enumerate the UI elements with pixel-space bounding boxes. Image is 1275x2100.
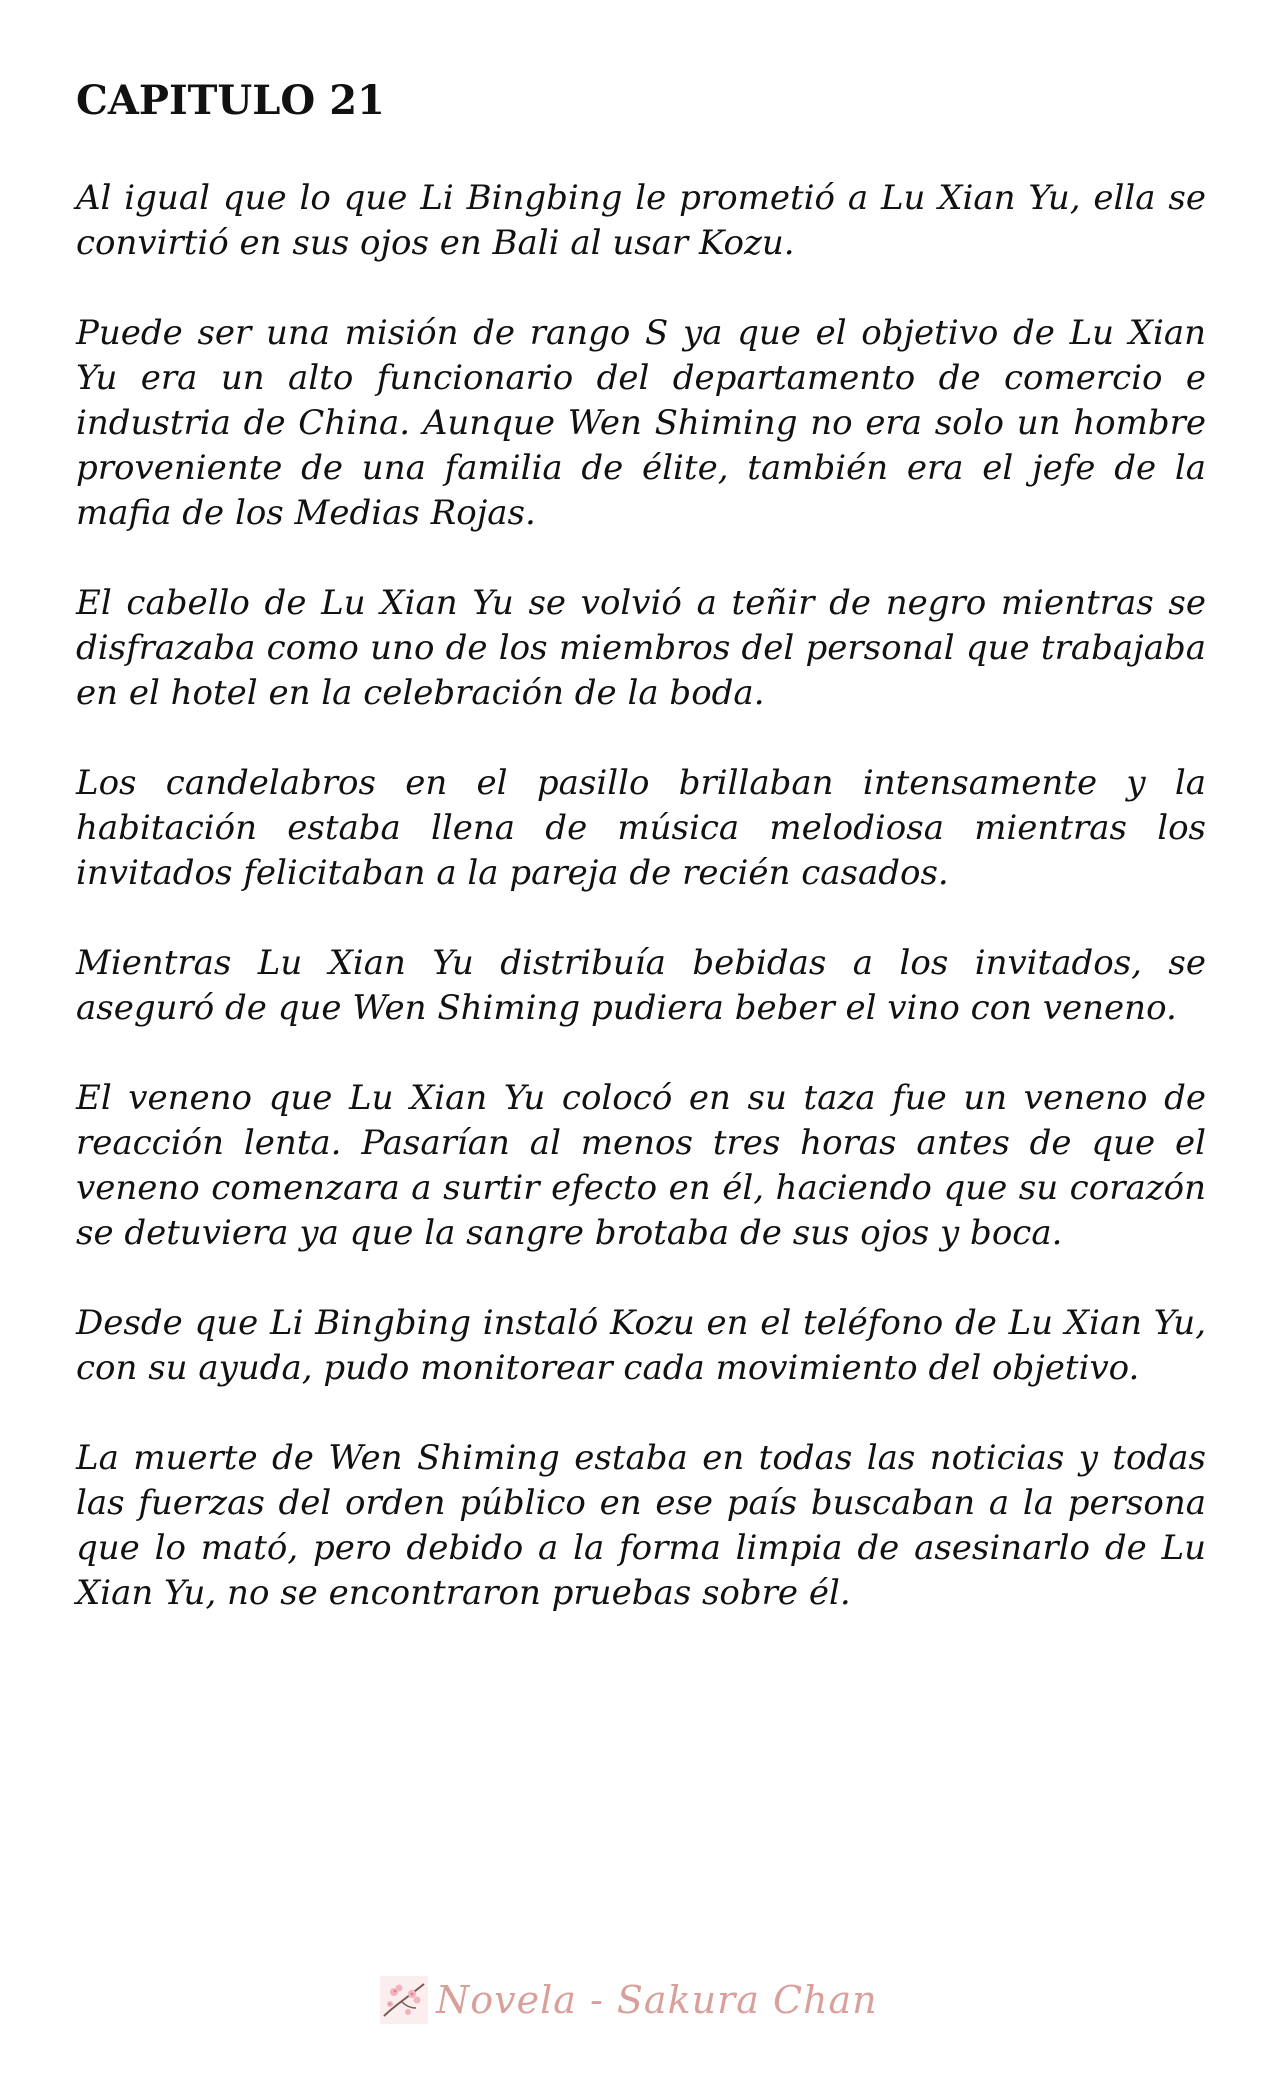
chapter-title: CAPITULO 21 — [76, 77, 385, 124]
cherry-blossom-icon — [380, 1976, 428, 2024]
paragraph: Puede ser una misión de rango S ya que el objetivo de Lu Xian Yu era un alto funcionario del departamento de comercio e industria de China. Aunque Wen Shiming no era solo un hombre proveniente de una familia de élite, también era el jefe de la mafia de los Medias Rojas. — [76, 313, 1206, 533]
chapter-body — [76, 176, 1206, 1661]
paragraph: Al igual que lo que Li Bingbing le prometió a Lu Xian Yu, ella se convirtió en sus ojos en Bali al usar Kozu. — [76, 178, 1206, 263]
watermark-text: Novela - Sakura Chan — [436, 1978, 878, 2022]
paragraph: Mientras Lu Xian Yu distribuía bebidas a los invitados, se aseguró de que Wen Shiming pudiera beber el vino con veneno. — [76, 943, 1206, 1028]
watermark — [380, 1974, 878, 2026]
paragraph: Los candelabros en el pasillo brillaban intensamente y la habitación estaba llena de música melodiosa mientras los invitados felicitaban a la pareja de recién casados. — [76, 763, 1206, 893]
paragraph: Desde que Li Bingbing instaló Kozu en el teléfono de Lu Xian Yu, con su ayuda, pudo monitorear cada movimiento del objetivo. — [76, 1303, 1206, 1388]
paragraph: El cabello de Lu Xian Yu se volvió a teñir de negro mientras se disfrazaba como uno de los miembros del personal que trabajaba en el hotel en la celebración de la boda. — [76, 583, 1206, 713]
paragraph: El veneno que Lu Xian Yu colocó en su taza fue un veneno de reacción lenta. Pasarían al menos tres horas antes de que el veneno comenzara a surtir efecto en él, haciendo que su corazón se detuviera ya que la sangre brotaba de sus ojos y boca. — [76, 1078, 1206, 1253]
paragraph: La muerte de Wen Shiming estaba en todas las noticias y todas las fuerzas del orden público en ese país buscaban a la persona que lo mató, pero debido a la forma limpia de asesinarlo de Lu Xian Yu, no se encontraron pruebas sobre él. — [76, 1438, 1206, 1613]
